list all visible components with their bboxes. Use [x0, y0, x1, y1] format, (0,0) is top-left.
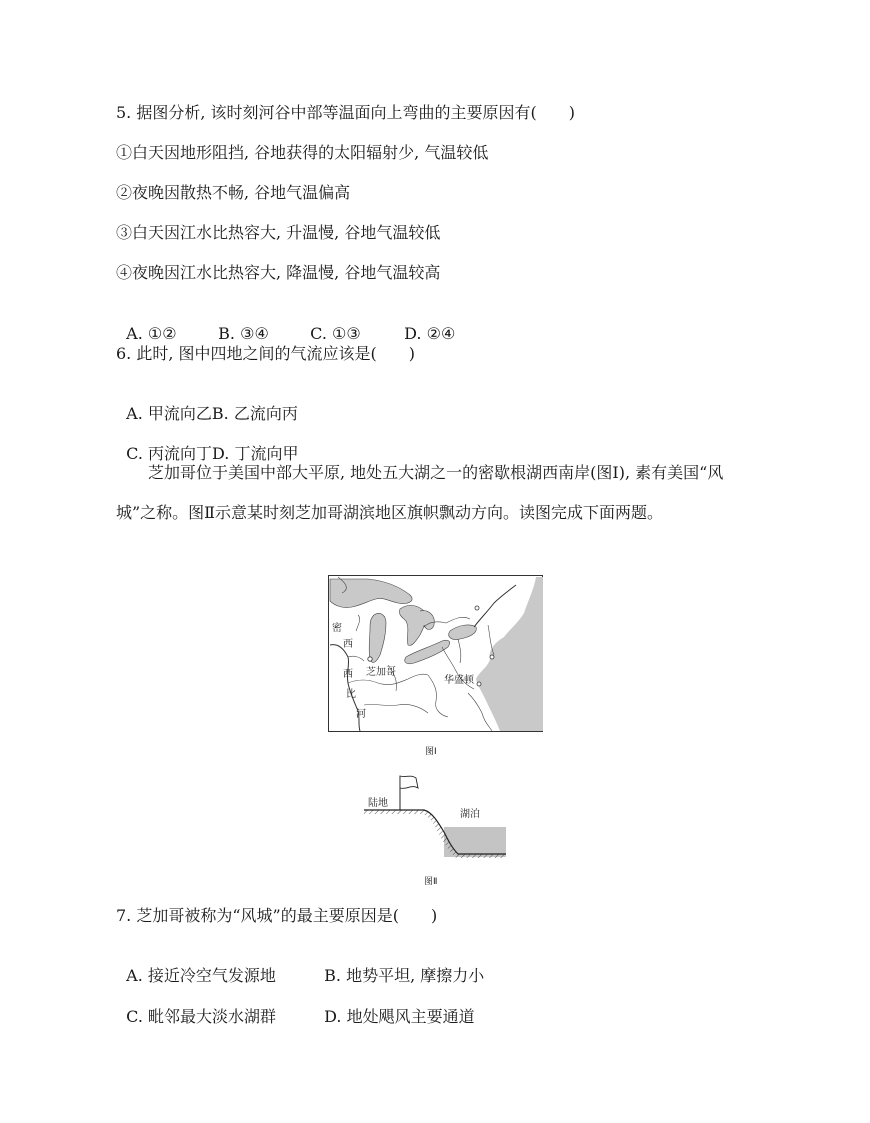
q6-options-row1	[116, 384, 298, 424]
q7-option-a[interactable]: A. 接近冷空气发源地	[126, 966, 276, 985]
q5-option-d[interactable]: D. ②④	[404, 324, 456, 343]
q5-statement-4: ④夜晚因江水比热容大, 降温慢, 谷地气温较高	[116, 263, 441, 282]
map-label-mi4: 比	[346, 689, 356, 700]
q7-options-row2	[116, 987, 475, 1027]
map-label-mi3: 西	[343, 669, 353, 680]
q6-option-b[interactable]: B. 乙流向丙	[211, 404, 298, 423]
map-label-mi1: 密	[332, 623, 342, 634]
map-label-mi2: 西	[343, 639, 353, 650]
q7-stem: 7. 芝加哥被称为“风城”的最主要原因是( )	[116, 906, 438, 925]
q7-options-row1	[116, 946, 484, 986]
q6-option-c[interactable]: C. 丙流向丁	[126, 444, 213, 463]
q5-option-a[interactable]: A. ①②	[126, 324, 177, 343]
q5-options	[116, 304, 455, 344]
q6-option-d[interactable]: D. 丁流向甲	[212, 444, 299, 463]
flag-icon	[400, 776, 418, 788]
q5-option-b[interactable]: B. ③④	[218, 324, 269, 343]
q5-stem: 5. 据图分析, 该时刻河谷中部等温面向上弯曲的主要原因有( )	[116, 103, 576, 122]
passage-text: 芝加哥位于美国中部大平原, 地处五大湖之一的密歇根湖西南岸(图Ⅰ), 素有美国“风城”之称。图Ⅱ示意某时刻芝加哥湖滨地区旗帜飘动方向。读图完成下面两题。	[116, 463, 724, 522]
passage	[116, 453, 756, 533]
q7-option-d[interactable]: D. 地处飓风主要通道	[324, 1007, 475, 1026]
q7-option-c[interactable]: C. 毗邻最大淡水湖群	[126, 1007, 277, 1026]
figure2-section	[360, 772, 510, 864]
q5-statement-1: ①白天因地形阻挡, 谷地获得的太阳辐射少, 气温较低	[116, 143, 489, 162]
q5-option-c[interactable]: C. ①③	[310, 324, 361, 343]
section-label-lake: 湖泊	[460, 809, 480, 820]
figure2-caption: 图Ⅱ	[424, 877, 438, 887]
q5-statement-2: ②夜晚因散热不畅, 谷地气温偏高	[116, 183, 351, 202]
q7-option-b[interactable]: B. 地势平坦, 摩擦力小	[324, 966, 485, 985]
map-label-chicago: 芝加哥	[366, 667, 396, 678]
figure1-map	[328, 575, 544, 733]
figure1-caption: 图Ⅰ	[425, 747, 437, 757]
map-label-mi5: 河	[356, 709, 366, 720]
q6-stem: 6. 此时, 图中四地之间的气流应该是( )	[116, 344, 416, 363]
q5-statement-3: ③白天因江水比热容大, 升温慢, 谷地气温较低	[116, 223, 441, 242]
section-label-land: 陆地	[368, 798, 388, 809]
map-label-washington: 华盛顿	[444, 675, 474, 686]
q6-option-a[interactable]: A. 甲流向乙	[126, 404, 212, 423]
